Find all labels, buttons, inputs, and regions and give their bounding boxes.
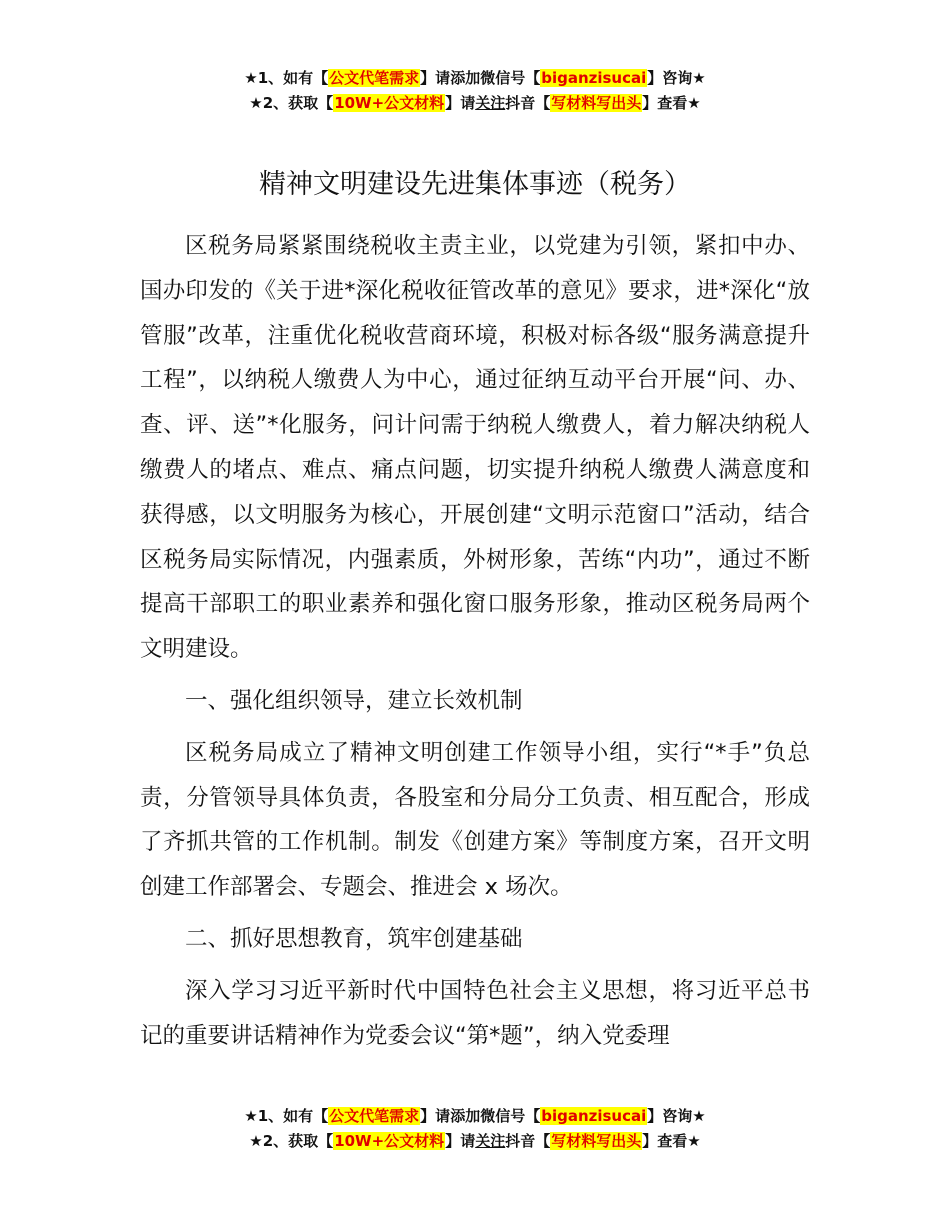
promo-highlight: 公文代笔需求 (329, 69, 420, 87)
promo-line-2 (0, 91, 950, 116)
header-promo-banner (0, 66, 950, 116)
footer-promo-banner (0, 1104, 950, 1154)
promo-text: 】查看★ (642, 94, 701, 112)
promo-highlight: biganzisucai (541, 69, 647, 87)
promo-text: 】咨询★ (647, 1107, 706, 1125)
promo-line-2 (0, 1129, 950, 1154)
promo-text: ★2、获取【 (249, 1132, 334, 1150)
promo-text: 】请 (420, 1107, 451, 1125)
promo-text: 】请 (420, 69, 451, 87)
promo-text: 抖音【 (505, 94, 551, 112)
promo-highlight: 写材料写出头 (551, 1132, 642, 1150)
section-heading: 二、抓好思想教育，筑牢创建基础 (185, 925, 523, 952)
promo-text: 】请 (445, 94, 476, 112)
promo-text: ★1、如有【 (244, 69, 329, 87)
section-heading: 一、强化组织领导，建立长效机制 (185, 687, 523, 714)
paragraph: 区税务局紧紧围绕税收主责主业，以党建为引领，紧扣中办、国办印发的《关于进*深化税收征管改革的意见》要求，进*深化“放管服”改革，注重优化税收营商环境，积极对标各级“服务满意提升工程”，以纳税人缴费人为中心，通过征纳互动平台开展“问、办、查、评、送”*化服务，问计问需于纳税人缴费人，着力解决纳税人缴费人的堵点、难点、痛点问题，切实提升纳税人缴费人满意度和获得感，以文明服务为核心，开展创建“文明示范窗口”活动，结合区税务局实际情况，内强素质，外树形象，苦练“内功”，通过不断提高干部职工的职业素养和强化窗口服务形象，推动区税务局两个文明建设。 (140, 233, 810, 663)
paragraph: 区税务局成立了精神文明创建工作领导小组，实行“*手”负总责，分管领导具体负责，各股室和分局分工负责、相互配合，形成了齐抓共管的工作机制。制发《创建方案》等制度方案，召开文明创建工作部署会、专题会、推进会 x 场次。 (140, 739, 810, 901)
promo-text: 添加 (450, 1107, 481, 1125)
promo-highlight: biganzisucai (541, 1107, 647, 1125)
promo-text: ★2、获取【 (249, 94, 334, 112)
promo-text: 关注 (475, 1132, 506, 1150)
promo-line-1 (0, 66, 950, 91)
promo-highlight: 公文代笔需求 (329, 1107, 420, 1125)
promo-text: 微信号【 (480, 1107, 541, 1125)
promo-text: 添加 (450, 69, 481, 87)
promo-text: 】请 (445, 1132, 476, 1150)
promo-text: 关注 (475, 94, 506, 112)
document-title: 精神文明建设先进集体事迹（税务） (259, 169, 691, 200)
promo-text: 】咨询★ (647, 69, 706, 87)
document-body (140, 224, 810, 1058)
promo-text: 微信号【 (480, 69, 541, 87)
paragraph: 深入学习习近平新时代中国特色社会主义思想，将习近平总书记的重要讲话精神作为党委会议“第*题”，纳入党委理 (140, 977, 810, 1049)
promo-text: ★1、如有【 (244, 1107, 329, 1125)
promo-text: 抖音【 (505, 1132, 551, 1150)
promo-text: 】查看★ (642, 1132, 701, 1150)
promo-highlight: 10W+公文材料 (334, 1132, 445, 1150)
promo-highlight: 写材料写出头 (551, 94, 642, 112)
promo-line-1 (0, 1104, 950, 1129)
promo-highlight: 10W+公文材料 (334, 94, 445, 112)
